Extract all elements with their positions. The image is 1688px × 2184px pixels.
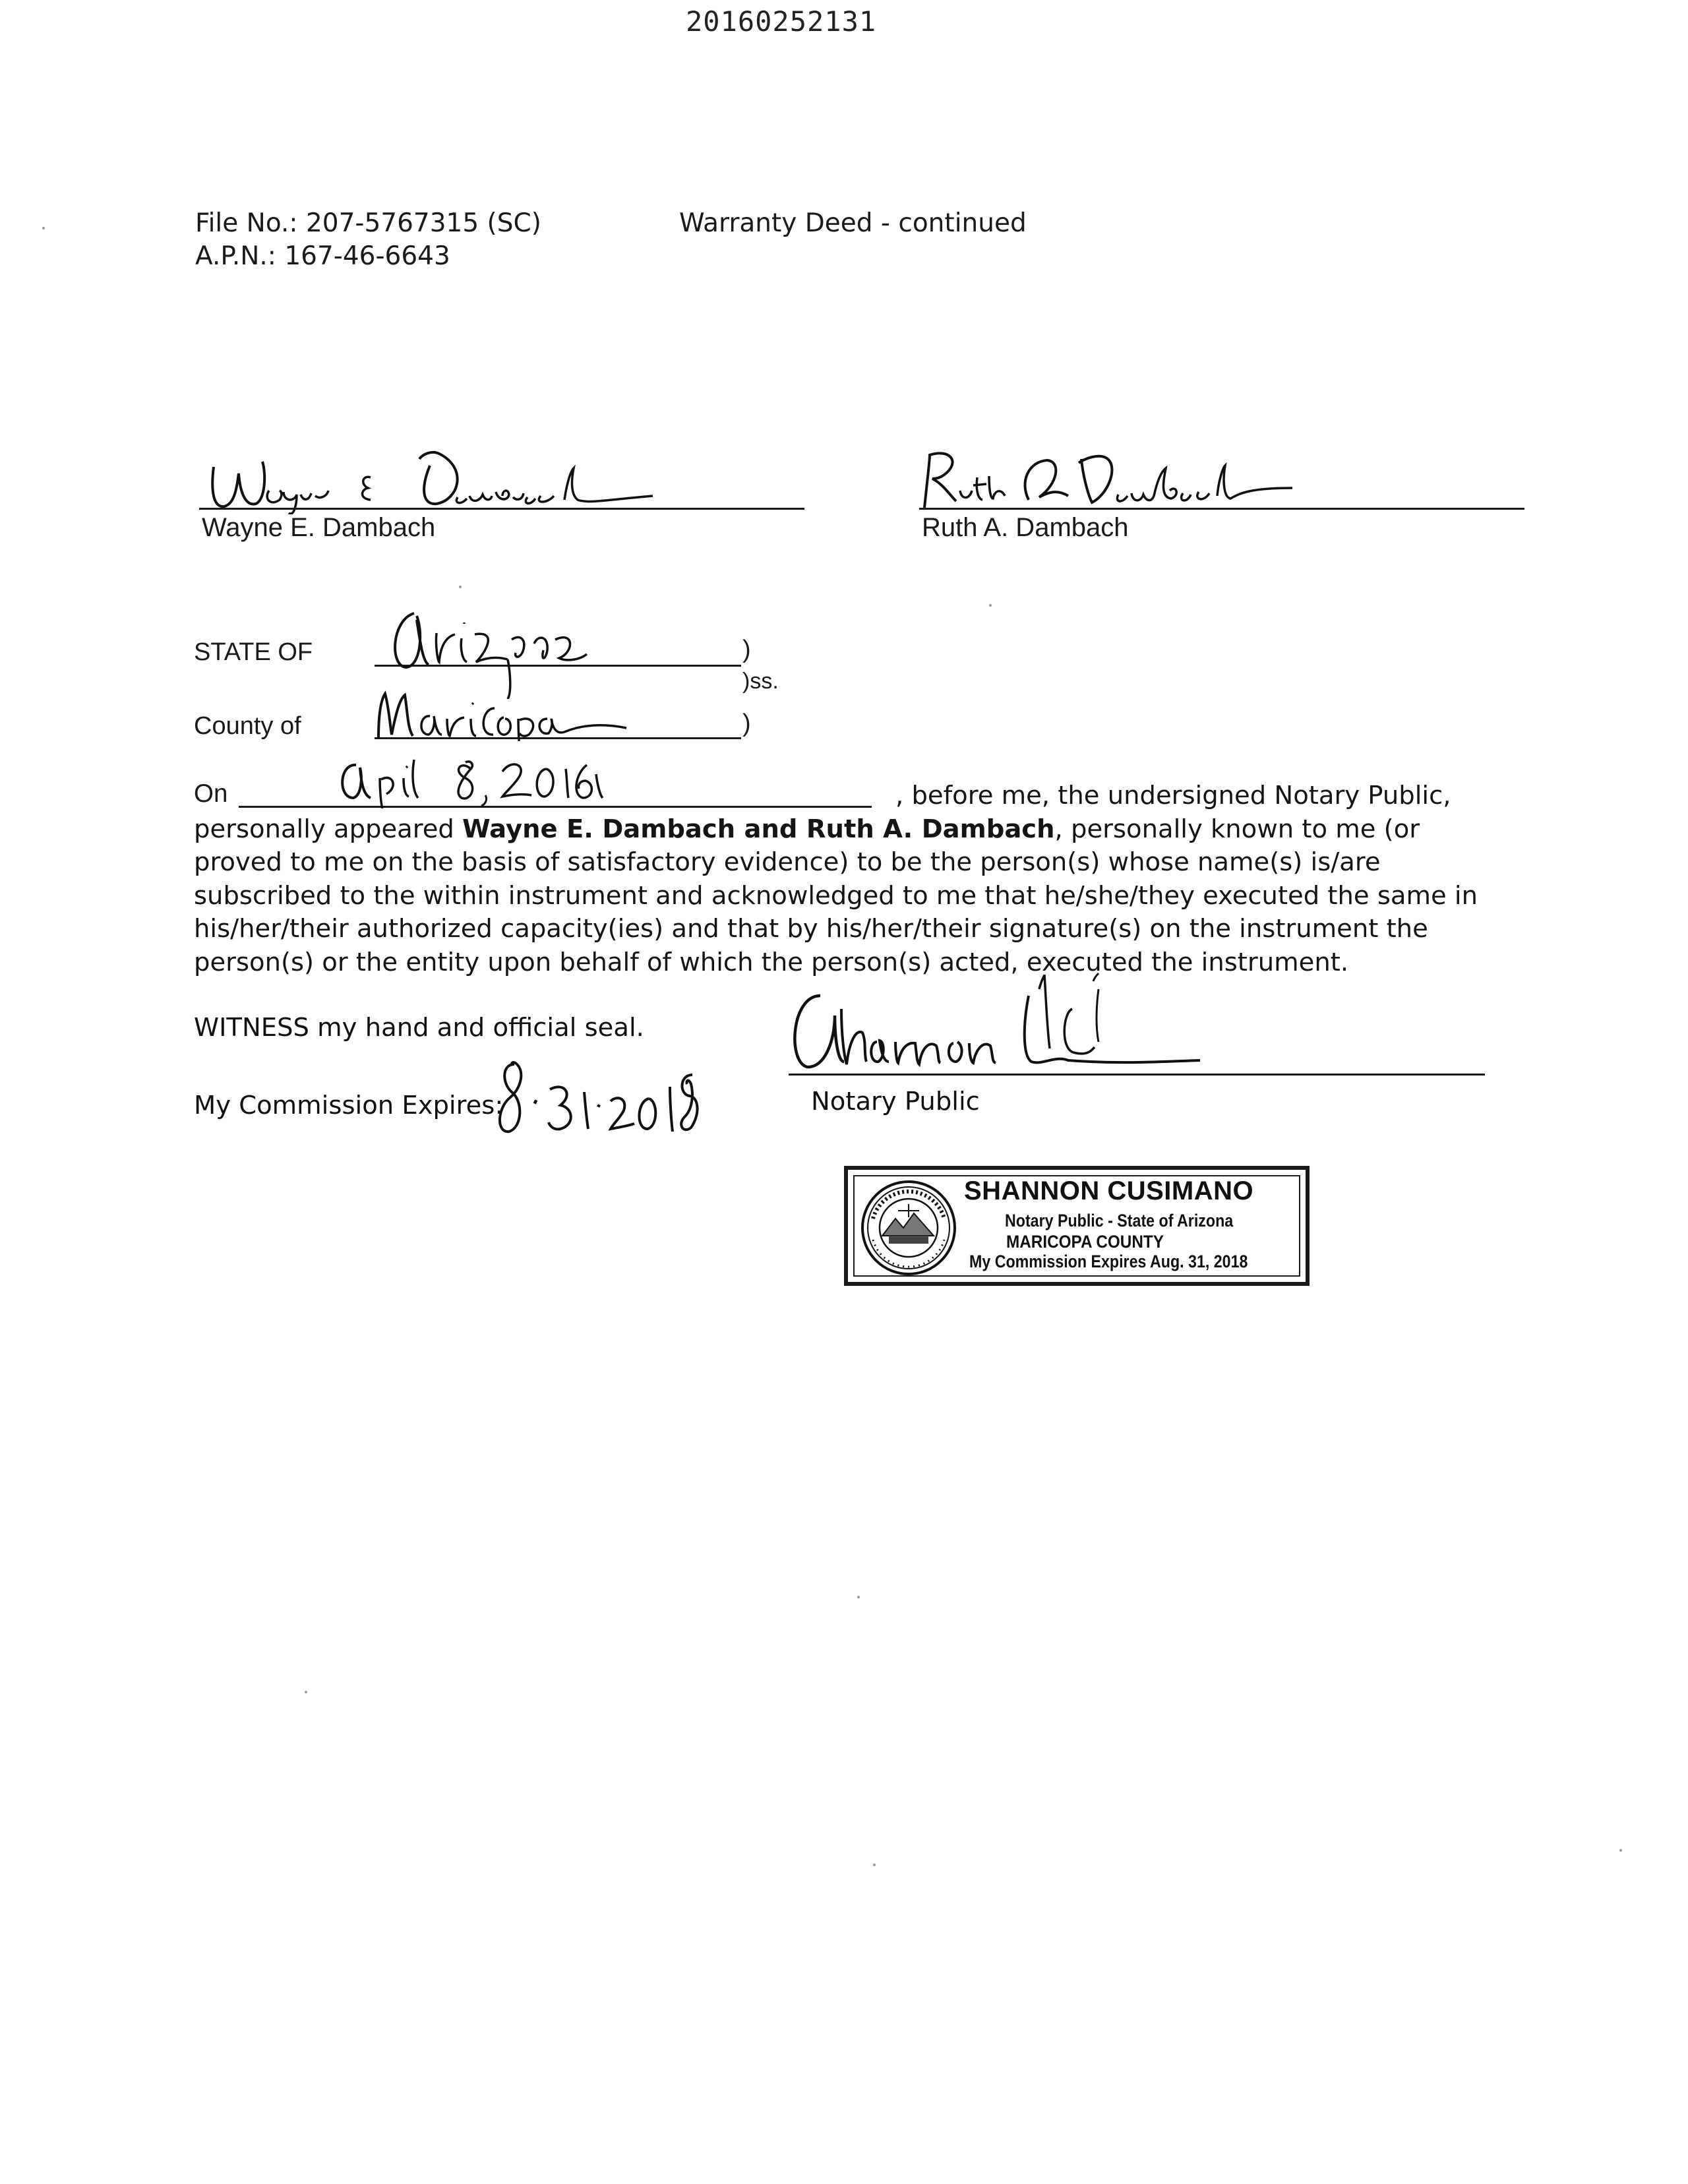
witness-text: WITNESS my hand and official seal. xyxy=(194,1013,644,1043)
stamp-county: MARICOPA COUNTY xyxy=(1006,1232,1164,1252)
scan-speck xyxy=(989,604,992,607)
apn-number: A.P.N.: 167-46-6643 xyxy=(195,241,450,271)
commission-date-handwritten xyxy=(488,1055,706,1141)
ss-label: )ss. xyxy=(742,669,779,694)
scan-speck xyxy=(857,1596,860,1598)
scan-speck xyxy=(459,586,462,588)
recording-number: 20160252131 xyxy=(686,5,877,38)
scan-speck xyxy=(1619,1849,1622,1852)
notary-signature-line xyxy=(789,1074,1485,1076)
state-label: STATE OF xyxy=(194,638,313,666)
county-label: County of xyxy=(194,712,301,740)
notary-signature-image xyxy=(778,969,1213,1081)
notary-public-label: Notary Public xyxy=(811,1087,980,1116)
county-handwritten xyxy=(369,682,673,741)
state-paren: ) xyxy=(742,636,751,663)
state-seal-icon xyxy=(860,1179,957,1277)
scan-speck xyxy=(42,227,45,229)
stamp-line1: Notary Public - State of Arizona xyxy=(1005,1211,1234,1230)
acknowledgment-body: , personally known to me (or proved to me on the basis of satisfactory evidence) to be the person(s) whose name(s) is/are subscribed to the within instrument and acknowledged to me that he/she/they executed the same in his/her/their authorized capacity(ies) and that by his/her/their signature(s) on the instrument the person(s) or the entity upon behalf of which the person(s) acted, executed the instrument. xyxy=(194,814,1478,977)
county-paren: ) xyxy=(742,710,751,737)
acknowledgment-line1-tail: , before me, the undersigned Notary Public, xyxy=(895,781,1451,810)
acknowledgment-paragraph xyxy=(194,779,1486,979)
scan-speck xyxy=(873,1864,876,1866)
document-title: Warranty Deed - continued xyxy=(679,208,1027,238)
signer-name-ruth: Ruth A. Dambach xyxy=(922,513,1129,542)
notary-stamp xyxy=(844,1166,1310,1286)
acknowledgment-signer-names: Wayne E. Dambach and Ruth A. Dambach xyxy=(462,814,1055,844)
stamp-commission: My Commission Expires Aug. 31, 2018 xyxy=(969,1252,1248,1271)
on-label: On xyxy=(194,779,228,808)
signature-ruth-image xyxy=(910,442,1319,514)
signature-wayne-image xyxy=(198,435,673,514)
signature-line-wayne xyxy=(199,508,804,510)
acknowledgment-lead: personally appeared xyxy=(194,814,463,844)
file-number: File No.: 207-5767315 (SC) xyxy=(195,208,541,238)
scan-speck xyxy=(305,1691,307,1693)
signature-line-ruth xyxy=(919,508,1524,510)
stamp-notary-name: SHANNON CUSIMANO xyxy=(964,1176,1254,1205)
commission-label: My Commission Expires: xyxy=(194,1091,504,1120)
signer-name-wayne: Wayne E. Dambach xyxy=(202,513,436,542)
